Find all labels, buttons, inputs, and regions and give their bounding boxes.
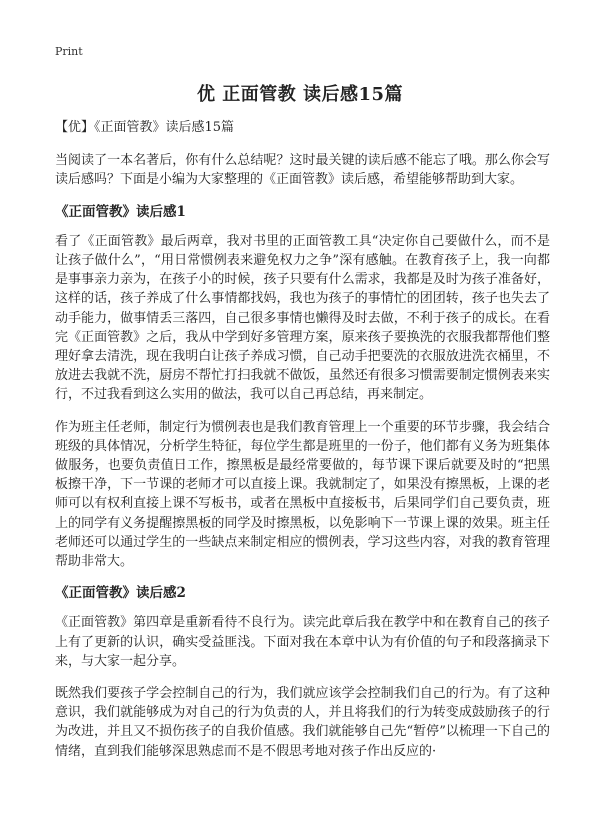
section-heading: 《正面管教》读后感2	[55, 585, 186, 602]
intro-paragraph: 当阅读了一本名著后，你有什么总结呢？这时最关键的读后感不能忘了哦。那么你会写读后感吗？下面是小编为大家整理的《正面管教》读后感，希望能够帮助到大家。	[55, 153, 550, 188]
section-heading: 《正面管教》读后感1	[55, 203, 186, 220]
section-paragraph: 既然我们要孩子学会控制自己的行为，我们就应该学会控制我们自己的行为。有了这种意识，我们就能够成为对自己的行为负责的人，并且将我们的行为转变成鼓励孩子的行为改进，并且又不损伤孩子的自我价值感。我们就能够自己先“暂停”以梳理一下自己的情绪，直到我们能够深思熟虑而不是不假思考地对孩子作出反应的·	[55, 686, 550, 759]
page-title: 优 正面管教 读后感15篇	[196, 84, 404, 105]
section-paragraph: 看了《正面管教》最后两章，我对书里的正面管教工具“决定你自己要做什么，而不是让孩子做什么”，“用日常惯例表来避免权力之争”深有感触。在教育孩子上，我一向都是事事亲力亲为，在孩子小的时候，孩子只要有什么需求，我都是及时为孩子准备好，这样的话，孩子养成了什么事情都找妈，我也为孩子的事情忙的团团转，孩子也失去了动手能力，做事情丢三落四，自己很多事情也懒得及时去做，不利于孩子的成长。在看完《正面管教》之后，我从中学到好多管理方案，原来孩子要换洗的衣服我都帮他们整理好拿去清洗，现在我明白让孩子养成习惯，自己动手把要洗的衣服放进洗衣桶里，不放进去我就不洗，厨房不帮忙打扫我就不做饭，虽然还有很多习惯需要制定惯例表来实行，不过我看到这么实用的做法，我可以自己再总结，再来制定。	[55, 233, 550, 403]
section-paragraph: 《正面管教》第四章是重新看待不良行为。读完此章后我在教学中和在教育自己的孩子上有了更新的认识，确实受益匪浅。下面对我在本章中认为有价值的句子和段落摘录下来，与大家一起分享。	[55, 615, 550, 669]
print-link[interactable]: Print	[55, 45, 83, 58]
article-body	[55, 118, 550, 774]
article-subtitle: 【优】《正面管教》读后感15篇	[55, 120, 235, 135]
section-paragraph: 作为班主任老师，制定行为惯例表也是我们教育管理上一个重要的环节步骤，我会结合班级的具体情况，分析学生特征，每位学生都是班里的一份子，他们都有义务为班集体做服务，也要负责值日工作，擦黑板是最经常要做的，每节课下课后就要及时的“把黑板擦干净，下一节课的老师才可以直接上课。我就制定了，如果没有擦黑板，上课的老师可以有权利直接上课不写板书，或者在黑板中直接板书，后果同学们自己要负责，班上的同学有义务提醒擦黑板的同学及时擦黑板，以免影响下一节课上课的效果。班主任老师还可以通过学生的一些缺点来制定相应的惯例表，学习这些内容，对我的教育管理帮助非常大。	[55, 419, 550, 570]
